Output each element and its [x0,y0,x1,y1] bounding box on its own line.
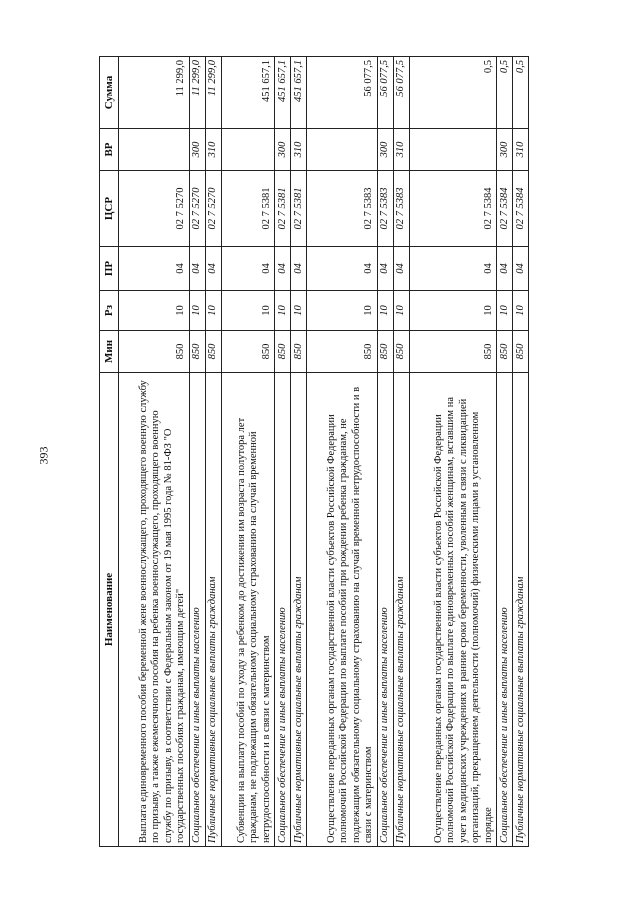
cell-pr: 04 [221,247,275,291]
cell-pr: 04 [377,247,393,291]
cell-sum: 451 657,1 [291,57,307,129]
cell-sum: 11 299,0 [205,57,221,129]
header-sum: Сумма [100,57,119,129]
cell-csr: 02 7 5270 [119,171,190,247]
cell-vr [409,129,496,171]
cell-sum: 56 077,5 [307,57,378,129]
table-row [189,57,205,847]
cell-sum: 451 657,1 [275,57,291,129]
table-row [393,57,409,847]
header-csr: ЦСР [100,171,119,247]
cell-rz: 10 [393,291,409,331]
cell-min: 850 [409,331,496,373]
cell-min: 850 [377,331,393,373]
header-min: Мин [100,331,119,373]
table-row [377,57,393,847]
cell-pr: 04 [513,247,529,291]
cell-min: 850 [393,331,409,373]
header-name: Наименование [100,373,119,847]
cell-min: 850 [497,331,513,373]
cell-pr: 04 [275,247,291,291]
cell-csr: 02 7 5384 [497,171,513,247]
cell-pr: 04 [307,247,378,291]
cell-vr: 310 [205,129,221,171]
table-row [221,57,275,847]
cell-vr [221,129,275,171]
cell-min: 850 [119,331,190,373]
cell-pr: 04 [291,247,307,291]
cell-vr: 300 [275,129,291,171]
table-row [291,57,307,847]
header-vr: ВР [100,129,119,171]
cell-csr: 02 7 5381 [221,171,275,247]
cell-csr: 02 7 5270 [205,171,221,247]
cell-pr: 04 [205,247,221,291]
cell-min: 850 [307,331,378,373]
header-pr: ПР [100,247,119,291]
table-row [513,57,529,847]
table-row [409,57,496,847]
cell-min: 850 [189,331,205,373]
cell-rz: 10 [291,291,307,331]
table-header-row [100,57,119,847]
cell-vr: 310 [291,129,307,171]
cell-name: Социальное обеспечение и иные выплаты населению [377,373,393,847]
table-body [119,57,529,847]
cell-vr [307,129,378,171]
cell-rz: 10 [221,291,275,331]
page-number: 393 [36,446,51,465]
cell-pr: 04 [189,247,205,291]
cell-pr: 04 [393,247,409,291]
cell-vr [119,129,190,171]
cell-vr: 310 [513,129,529,171]
cell-rz: 10 [409,291,496,331]
cell-csr: 02 7 5383 [393,171,409,247]
cell-csr: 02 7 5384 [513,171,529,247]
cell-pr: 04 [119,247,190,291]
cell-sum: 11 299,0 [119,57,190,129]
table-row [497,57,513,847]
cell-rz: 10 [119,291,190,331]
cell-rz: 10 [275,291,291,331]
cell-name: Публичные нормативные социальные выплаты гражданам [393,373,409,847]
cell-min: 850 [291,331,307,373]
cell-min: 850 [275,331,291,373]
cell-csr: 02 7 5384 [409,171,496,247]
cell-name: Выплата единовременного пособия беременной жене военнослужащего, проходящего военную службу по призыву, а также ежемесячного пособия на ребенка военнослужащего, проходящего военную службу по призыву, в соответствии с Федеральным законом от 19 мая 1995 года № 81-ФЗ "О государственных пособиях гражданам, имеющим детей" [119,373,190,847]
cell-vr: 300 [497,129,513,171]
cell-sum: 451 657,1 [221,57,275,129]
cell-csr: 02 7 5381 [275,171,291,247]
cell-sum: 56 077,5 [377,57,393,129]
cell-csr: 02 7 5270 [189,171,205,247]
cell-csr: 02 7 5381 [291,171,307,247]
cell-sum: 0,5 [497,57,513,129]
cell-name: Публичные нормативные социальные выплаты гражданам [291,373,307,847]
cell-name: Публичные нормативные социальные выплаты гражданам [205,373,221,847]
cell-rz: 10 [377,291,393,331]
cell-name: Публичные нормативные социальные выплаты гражданам [513,373,529,847]
cell-min: 850 [205,331,221,373]
cell-name: Субвенции на выплату пособий по уходу за ребенком до достижения им возраста полутора лет гражданам, не подлежащим обязательному социальному страхованию на случай временной нетрудоспособности и в связи с материнством [221,373,275,847]
cell-rz: 10 [189,291,205,331]
cell-min: 850 [221,331,275,373]
cell-name: Осуществление переданных органам государственной власти субъектов Российской Федерации полномочий Российской Федерации по выплате единовременных пособий женщинам, вставшим на учет в медицинских учреждениях в ранние сроки беременности, уволенным в связи с ликвидацией организаций, прекращением деятельности (полномочий) физическими лицами в установленном порядке [409,373,496,847]
table-row [275,57,291,847]
cell-sum: 0,5 [409,57,496,129]
table-row [205,57,221,847]
header-rz: Рз [100,291,119,331]
budget-table-container [99,57,529,847]
cell-vr: 300 [189,129,205,171]
budget-table [99,56,529,847]
cell-rz: 10 [205,291,221,331]
cell-rz: 10 [497,291,513,331]
cell-sum: 11 299,0 [189,57,205,129]
cell-csr: 02 7 5383 [377,171,393,247]
cell-csr: 02 7 5383 [307,171,378,247]
cell-sum: 56 077,5 [393,57,409,129]
cell-name: Социальное обеспечение и иные выплаты населению [189,373,205,847]
cell-name: Социальное обеспечение и иные выплаты населению [497,373,513,847]
cell-pr: 04 [497,247,513,291]
cell-pr: 04 [409,247,496,291]
table-row [119,57,190,847]
cell-vr: 310 [393,129,409,171]
cell-rz: 10 [307,291,378,331]
cell-min: 850 [513,331,529,373]
cell-rz: 10 [513,291,529,331]
table-row [307,57,378,847]
cell-sum: 0,5 [513,57,529,129]
cell-name: Социальное обеспечение и иные выплаты населению [275,373,291,847]
cell-vr: 300 [377,129,393,171]
cell-name: Осуществление переданных органам государственной власти субъектов Российской Федерации полномочий Российской Федерации по выплате пособий при рождении ребенка гражданам, не подлежащим обязательному социальному страхованию на случай временной нетрудоспособности и в связи с материнством [307,373,378,847]
